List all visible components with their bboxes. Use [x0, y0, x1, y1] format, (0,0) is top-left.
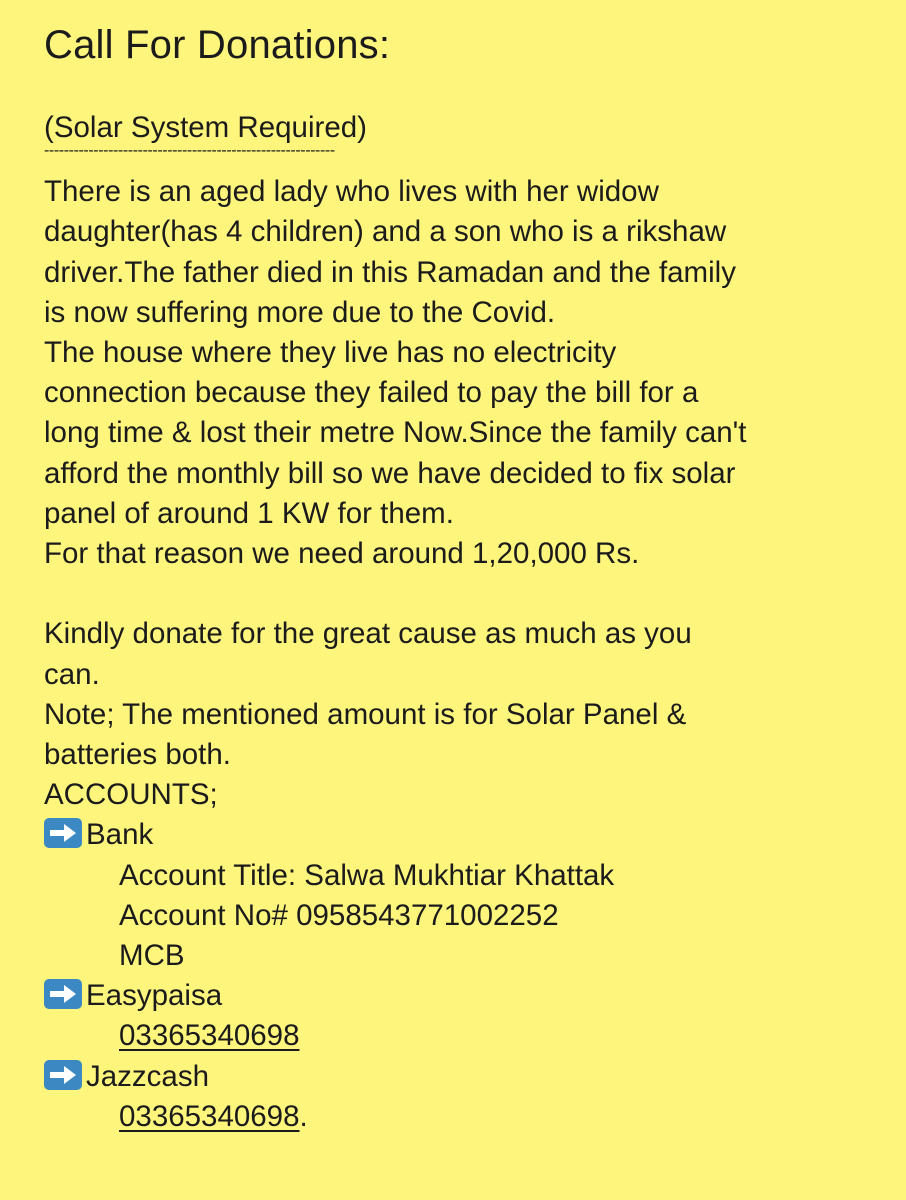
easypaisa-number-row [44, 1016, 894, 1056]
story-line: connection because they failed to pay the bill for a [44, 376, 699, 410]
donation-note [44, 18, 894, 1137]
easypaisa-label: Easypaisa [86, 979, 223, 1013]
story-paragraph [44, 172, 894, 574]
appeal-paragraph [44, 614, 894, 815]
jazzcash-account [44, 1057, 894, 1137]
appeal-line: can. [44, 657, 100, 691]
jazzcash-label: Jazzcash [86, 1059, 209, 1093]
jazzcash-suffix: . [299, 1099, 308, 1133]
story-line: The house where they live has no electricity [44, 336, 617, 370]
story-line: daughter(has 4 children) and a son who is a rikshaw [44, 215, 727, 249]
subtitle: (Solar System Required) [44, 111, 367, 144]
account-title: Account Title: Salwa Mukhtiar Khattak [119, 858, 615, 892]
story-line: is now suffering more due to the Covid. [44, 295, 556, 329]
right-arrow-icon [44, 979, 82, 1009]
bank-label: Bank [86, 818, 154, 852]
jazzcash-number-row [44, 1097, 894, 1137]
jazzcash-heading [44, 1057, 894, 1097]
story-line: afford the monthly bill so we have decided to fix solar [44, 456, 736, 490]
right-arrow-icon [44, 1060, 82, 1090]
subtitle-block [44, 108, 894, 160]
story-line: driver.The father died in this Ramadan and the family [44, 255, 736, 289]
accounts-heading: ACCOUNTS; [44, 778, 218, 812]
account-number: Account No# 0958543771002252 [119, 898, 559, 932]
bank-account [44, 815, 894, 976]
easypaisa-phone-link[interactable]: 03365340698 [119, 1019, 300, 1053]
page-title: Call For Donations: [44, 23, 391, 67]
right-arrow-icon [44, 818, 82, 848]
easypaisa-account [44, 976, 894, 1056]
blank-line [44, 574, 894, 614]
appeal-line: batteries both. [44, 738, 231, 772]
bank-name: MCB [119, 939, 185, 973]
story-line: For that reason we need around 1,20,000 Rs. [44, 537, 640, 571]
jazzcash-phone-link[interactable]: 03365340698 [119, 1099, 300, 1133]
story-line: There is an aged lady who lives with her widow [44, 175, 659, 209]
appeal-line: Kindly donate for the great cause as much as you [44, 617, 692, 651]
bank-heading [44, 815, 894, 855]
story-line: panel of around 1 KW for them. [44, 496, 454, 530]
easypaisa-heading [44, 976, 894, 1016]
appeal-line: Note; The mentioned amount is for Solar Panel & [44, 697, 687, 731]
story-line: long time & lost their metre Now.Since the family can't [44, 416, 747, 450]
divider: ----------------------------------------------------------- [44, 142, 335, 160]
